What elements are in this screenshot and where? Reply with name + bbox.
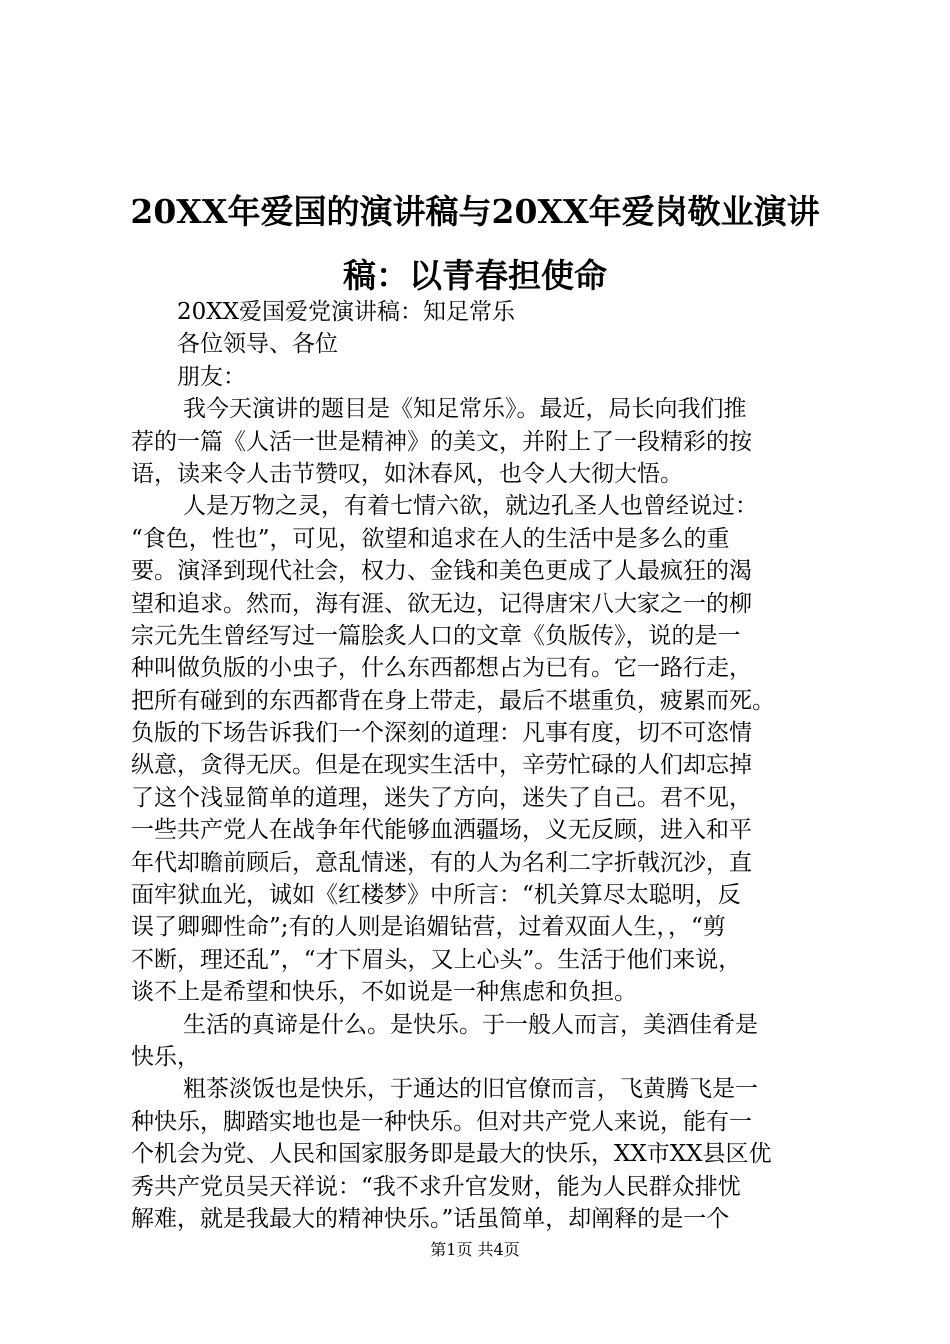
- body-line: 不断，理还乱”，“才下眉头，又上心头”。生活于他们来说，: [131, 946, 742, 973]
- title-line: 稿：以青春担使命: [343, 256, 607, 295]
- body-line: 了这个浅显简单的道理，迷失了方向，迷失了自己。君不见，: [131, 784, 752, 811]
- body-line: 秀共产党员吴天祥说：“我不求升官发财，能为人民群众排忧: [131, 1173, 741, 1200]
- body-line: 种快乐，脚踏实地也是一种快乐。但对共产党人来说，能有一: [131, 1108, 752, 1135]
- document-title: [100, 180, 850, 308]
- body-line: 荐的一篇《人活一世是精神》的美文，并附上了一段精彩的按: [131, 428, 752, 455]
- body-line: 一些共产党人在战争年代能够血洒疆场，义无反顾，进入和平: [131, 817, 752, 844]
- title-line: 20XX年爱国的演讲稿与20XX年爱岗敬业演讲: [130, 192, 820, 231]
- body-line: 误了卿卿性命”;有的人则是谄媚钻营，过着双面人生，，“剪: [131, 914, 726, 941]
- body-line-salutation: 各位领导、各位: [177, 331, 338, 358]
- paragraph-start-line: 我今天演讲的题目是《知足常乐》。最近，局长向我们推: [183, 396, 747, 423]
- body-line: 快乐，: [131, 1043, 200, 1070]
- paragraph-start-line: 生活的真谛是什么。是快乐。于一般人而言，美酒佳肴是: [183, 1011, 758, 1038]
- paragraph-start-line: 人是万物之灵，有着七情六欲，就边孔圣人也曾经说过：: [183, 493, 758, 520]
- body-line: 解难，就是我最大的精神快乐。”话虽简单，却阐释的是一个: [131, 1205, 730, 1232]
- document-body: [131, 296, 851, 1235]
- body-line: 要。演泽到现代社会，权力、金钱和美色更成了人最疯狂的渴: [131, 558, 752, 585]
- body-line: 语，读来令人击节赞叹，如沐春风，也令人大彻大悟。: [131, 460, 683, 487]
- body-line: 年代却瞻前顾后，意乱情迷，有的人为名利二字折戟沉沙，直: [131, 849, 752, 876]
- body-line: 谈不上是希望和快乐，不如说是一种焦虑和负担。: [131, 979, 637, 1006]
- paragraph-start-line: 粗茶淡饭也是快乐，于通达的旧官僚而言，飞黄腾飞是一: [183, 1076, 758, 1103]
- body-line-heading: 20XX爱国爱党演讲稿：知足常乐: [177, 299, 516, 325]
- body-line: 个机会为党、人民和国家服务即是最大的快乐，XX市XX县区优: [131, 1141, 772, 1168]
- body-line: 望和追求。然而，海有涯、欲无边，记得唐宋八大家之一的柳: [131, 590, 752, 617]
- body-line: “食色，性也”，可见，欲望和追求在人的生活中是多么的重: [131, 525, 730, 552]
- body-line: 种叫做负版的小虫子，什么东西都想占为已有。它一路行走，: [131, 655, 752, 682]
- body-line: 面牢狱血光，诚如《红楼梦》中所言：“机关算尽太聪明，反: [131, 882, 741, 909]
- body-line: 负版的下场告诉我们一个深刻的道理：凡事有度，切不可恣情: [131, 720, 752, 747]
- body-line: 把所有碰到的东西都背在身上带走，最后不堪重负，疲累而死。: [131, 687, 775, 714]
- body-line-salutation: 朋友：: [177, 363, 246, 390]
- page-footer: 第1页 共4页: [430, 1240, 520, 1259]
- body-line: 纵意，贪得无厌。但是在现实生活中，辛劳忙碌的人们却忘掉: [131, 752, 752, 779]
- body-line: 宗元先生曾经写过一篇脍炙人口的文章《负版传》，说的是一: [131, 622, 741, 649]
